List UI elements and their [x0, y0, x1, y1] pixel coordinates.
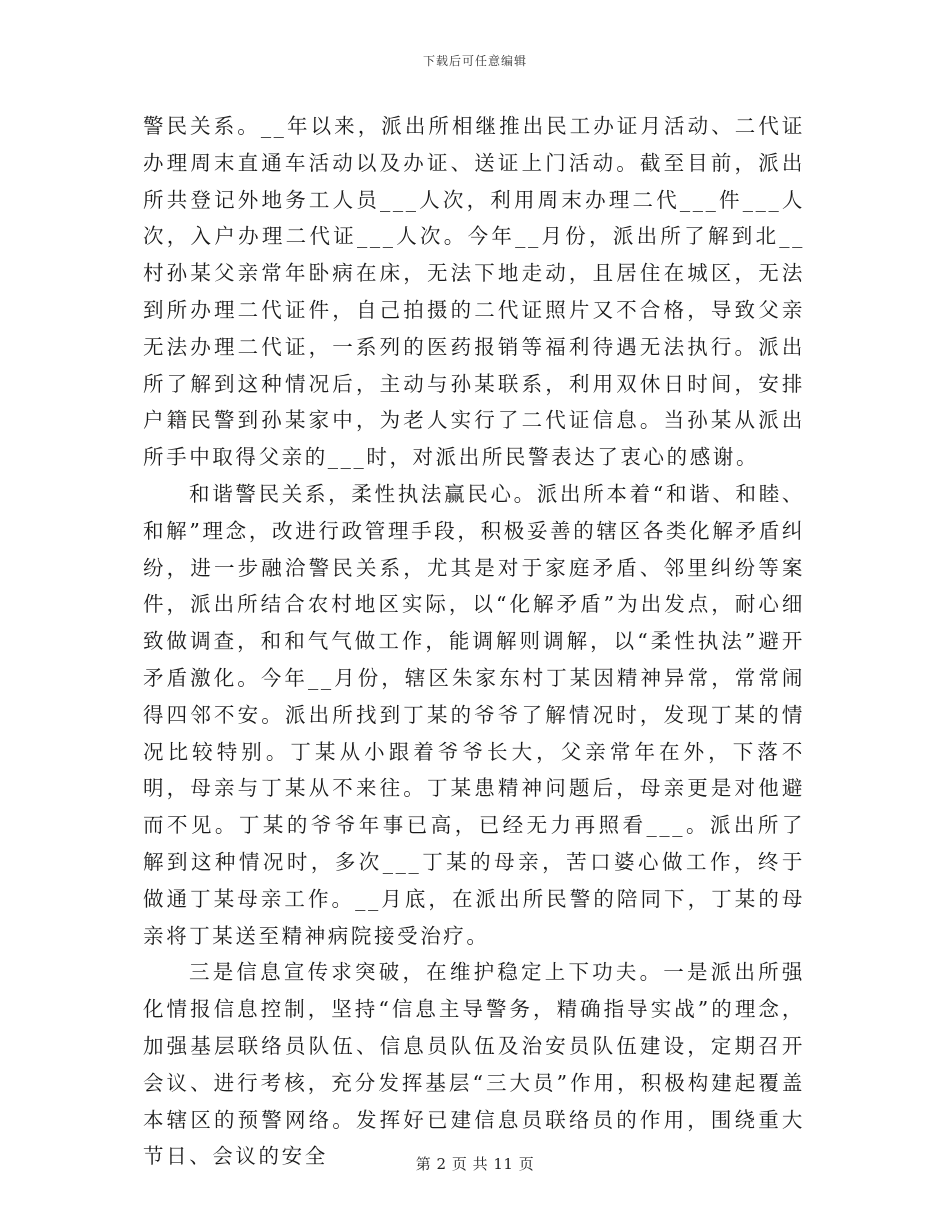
paragraph-1: 警民关系。__年以来，派出所相继推出民工办证月活动、二代证办理周末直通车活动以及办证、送证上门活动。截至目前，派出所共登记外地务工人员___人次，利用周末办理二代___件___人次，入户办理二代证___人次。今年__月份，派出所了解到北__村孙某父亲常年卧病在床，无法下地走动，且居住在城区，无法到所办理二代证件，自己拍摄的二代证照片又不合格，导致父亲无法办理二代证，一系列的医药报销等福利待遇无法执行。派出所了解到这种情况后，主动与孙某联系，利用双休日时间，安排户籍民警到孙某家中，为老人实行了二代证信息。当孙某从派出所手中取得父亲的___时，对派出所民警表达了衷心的感谢。 [143, 114, 805, 470]
paragraph-3: 三是信息宣传求突破，在维护稳定上下功夫。一是派出所强化情报信息控制，坚持“信息主导警务，精确指导实战”的理念，加强基层联络员队伍、信息员队伍及治安员队伍建设，定期召开会议、进行考核，充分发挥基层“三大员”作用，积极构建起覆盖本辖区的预警网络。发挥好已建信息员联络员的作用，围绕重大节日、会议的安全 [143, 960, 805, 1169]
document-body [143, 108, 805, 1175]
page-number: 第 2 页 共 11 页 [415, 1155, 535, 1173]
paragraph-2: 和谐警民关系，柔性执法赢民心。派出所本着“和谐、和睦、和解”理念，改进行政管理手段，积极妥善的辖区各类化解矛盾纠纷，进一步融洽警民关系，尤其是对于家庭矛盾、邻里纠纷等案件，派出所结合农村地区实际，以“化解矛盾”为出发点，耐心细致做调查，和和气气做工作，能调解则调解，以“柔性执法”避开矛盾激化。今年__月份，辖区朱家东村丁某因精神异常，常常闹得四邻不安。派出所找到丁某的爷爷了解情况时，发现丁某的情况比较特别。丁某从小跟着爷爷长大，父亲常年在外，下落不明，母亲与丁某从不来往。丁某患精神问题后，母亲更是对他避而不见。丁某的爷爷年事已高，已经无力再照看___。派出所了解到这种情况时，多次___丁某的母亲，苦口婆心做工作，终于做通丁某母亲工作。__月底，在派出所民警的陪同下，丁某的母亲将丁某送至精神病院接受治疗。 [143, 481, 805, 948]
page-header-note: 下载后可任意编辑 [422, 54, 527, 68]
